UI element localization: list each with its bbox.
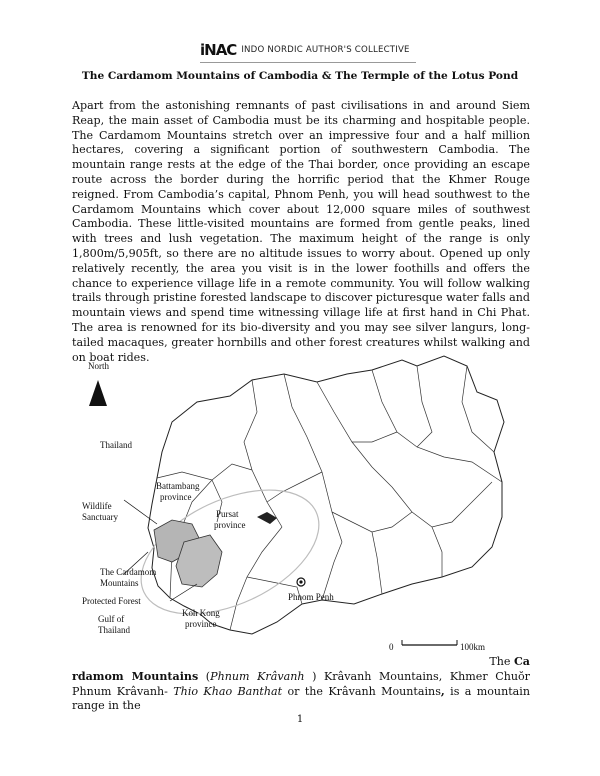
caption-lead-bold: Ca: [513, 655, 530, 668]
caption-first-line: [72, 655, 530, 670]
inac-logo: iNAC: [200, 41, 237, 59]
label-gulf-of: Gulf of: [98, 614, 125, 624]
label-cardamom: The Cardamom: [100, 567, 157, 577]
caption-paren: (: [198, 669, 211, 683]
north-arrow-icon: [89, 380, 107, 406]
label-protected-forest: Protected Forest: [82, 596, 141, 606]
header-logo-bar: [200, 38, 416, 62]
scale-zero: 0: [389, 642, 394, 652]
caption-khmer-name: Phnum Krâvanh: [210, 669, 305, 683]
map-caption: [72, 655, 530, 714]
label-koh-kong: Koh Kong: [182, 608, 220, 618]
cambodia-map: [72, 352, 534, 660]
caption-thai-name: Thio Khao Banthat: [173, 684, 283, 698]
caption-body: [72, 670, 530, 714]
body-paragraph: Apart from the astonishing remnants of past civilisations in and around Siem Reap, the main asset of Cambodia must be its charming and hospitable people. The Cardamom Mountains stretch over an impressive four and a half million hectares, covering a significant portion of southwestern Cambodia. The mountain range rests at the edge of the Thai border, once providing an escape route across the border during the horrific period that the Khmer Rouge reigned. From Cambodia’s capital, Phnom Penh, you will head southwest to the Cardamom Mountains which cover about 12,000 square miles of southwest Cambodia. These little-visited mountains are formed from gentle peaks, lined with trees and lush vegetation. The maximum height of the range is only 1,800m/5,905ft, so there are no altitude issues to worry about. Opened up only relatively recently, the area you visit is in the lower foothills and offers the chance to experience village life in a remote community. You will follow walking trails through pristine forested landscape to discover picturesque water falls and mountain views and spend time witnessing village life at first hand in Chi Phat. The area is renowned for its bio-diversity and you may see silver langurs, long-tailed macaques, greater hornbills and other forest creatures whilst walking and on boat rides.: [72, 99, 530, 364]
label-mountains: Mountains: [100, 578, 139, 588]
label-pursat: Pursat: [216, 509, 239, 519]
collective-name: INDO NORDIC AUTHOR'S COLLECTIVE: [241, 45, 410, 55]
label-wildlife: Wildlife: [82, 501, 112, 511]
caption-khmer-alt: ) Krâvanh Mountains, Khmer Chuŏr Phnum Krâvanh-: [72, 669, 530, 698]
page-title: The Cardamom Mountains of Cambodia & The Termple of the Lotus Pond: [81, 70, 519, 82]
label-battambang-province: province: [160, 492, 192, 502]
scale-100km: 100km: [460, 642, 486, 652]
caption-bold-name: rdamom Mountains: [72, 669, 199, 683]
label-phnom-penh: Phnom Penh: [288, 592, 334, 602]
caption-comma: ,: [440, 684, 445, 698]
label-battambang: Battambang: [156, 481, 200, 491]
header-rule: [200, 62, 416, 63]
scale-bar: [389, 640, 485, 652]
label-gulf-thailand: Thailand: [98, 625, 130, 635]
label-sanctuary: Sanctuary: [82, 512, 118, 522]
label-koh-kong-province: province: [185, 619, 217, 629]
caption-end: is a mountain range in the: [72, 684, 530, 713]
caption-tail: or the Krâvanh Mountains: [282, 684, 441, 698]
north-label: North: [88, 361, 109, 371]
phnom-penh-dot: [299, 580, 302, 583]
caption-lead: The: [489, 655, 514, 668]
label-pursat-province: province: [214, 520, 246, 530]
label-thailand: Thailand: [100, 440, 132, 450]
page-number: 1: [296, 714, 304, 725]
